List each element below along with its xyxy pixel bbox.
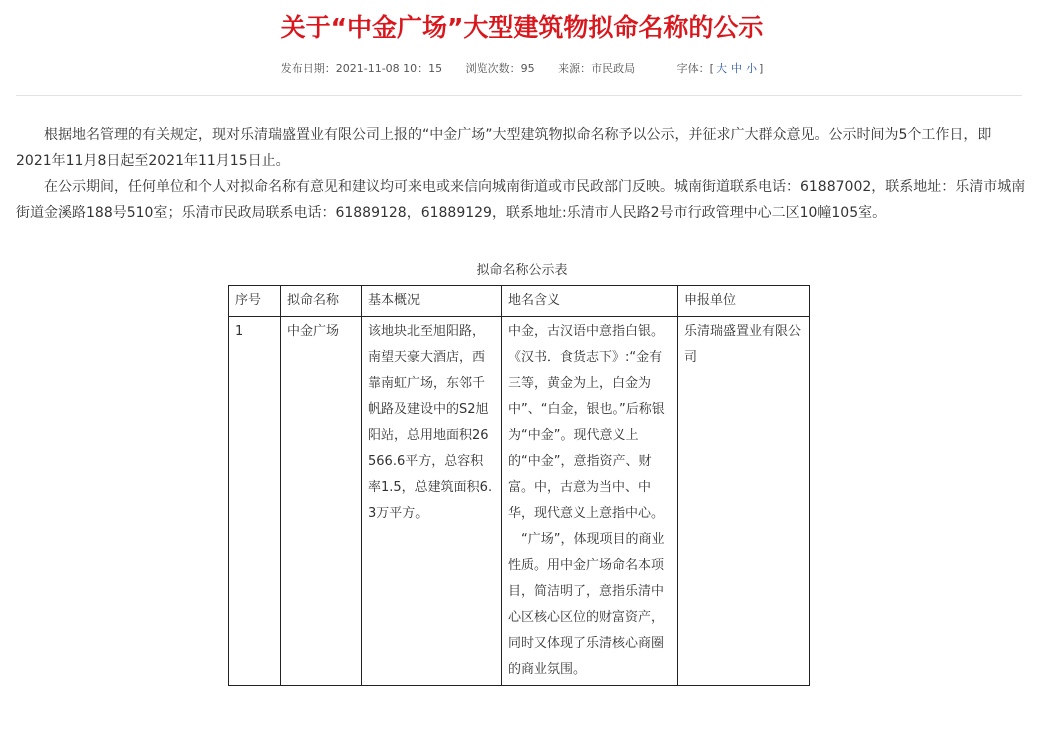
meaning-paragraph-2: “广场”，体现项目的商业性质。用中金广场命名本项目，简洁明了，意指乐清中心区核心区位的财富资产，同时又体现了乐清核心商圈的商业氛围。 (508, 532, 665, 677)
font-large-link[interactable]: 大 (715, 62, 727, 75)
source (558, 62, 635, 75)
font-small-link[interactable]: 小 (745, 62, 757, 75)
header-name: 拟命名称 (281, 286, 362, 317)
cell-name: 中金广场 (281, 317, 362, 686)
page-title: 关于“中金广场”大型建筑物拟命名称的公示 (280, 13, 764, 42)
source-value: 市民政局 (591, 62, 636, 75)
font-medium-link[interactable]: 中 (730, 62, 742, 75)
publish-date (281, 62, 442, 75)
font-size-control (677, 62, 764, 75)
publish-date-value: 2021-11-08 10：15 (335, 62, 443, 75)
view-count-value: 95 (520, 62, 535, 75)
source-label: 来源： (558, 62, 592, 75)
view-count-label: 浏览次数： (465, 62, 521, 75)
table-caption: 拟命名称公示表 (476, 263, 568, 278)
naming-table (228, 285, 810, 686)
font-size-label: 字体：[ (676, 62, 714, 75)
article-meta (0, 60, 1044, 78)
view-count (466, 62, 535, 75)
header-overview: 基本概况 (362, 286, 502, 317)
body-paragraph-2: 在公示期间，任何单位和个人对拟命名称有意见和建议均可来电或来信向城南街道或市民政部门反映。城南街道联系电话：61887002，联系地址：乐清市城南街道金溪路188号510室；乐清市民政局联系电话：61889128，61889129，联系地址:乐清市人民路2号市行政管理中心二区10幢105室。 (16, 179, 1026, 221)
cell-meaning (502, 317, 678, 686)
font-size-close: ] (758, 62, 764, 75)
cell-index: 1 (229, 317, 281, 686)
publish-date-label: 发布日期： (280, 62, 336, 75)
table-header-row (229, 286, 810, 317)
header-meaning: 地名含义 (502, 286, 678, 317)
body-paragraph-1: 根据地名管理的有关规定，现对乐清瑞盛置业有限公司上报的“中金广场”大型建筑物拟命名称予以公示，并征求广大群众意见。公示时间为5个工作日，即2021年11月8日起至2021年11月15日止。 (16, 127, 992, 169)
article-body (16, 122, 1026, 226)
table-row (229, 317, 810, 686)
header-applicant: 申报单位 (678, 286, 810, 317)
cell-overview: 该地块北至旭阳路，南望天豪大酒店，西靠南虹广场，东邻千帆路及建设中的S2旭阳站，总用地面积26566.6平方，总容积率1.5，总建筑面积6.3万平方。 (362, 317, 502, 686)
meaning-paragraph-1: 中金，古汉语中意指白银。《汉书．食货志下》:“金有三等，黄金为上，白金为中”、“白金，银也。”后称银为“中金”。现代意义上的“中金”，意指资产、财富。中，古意为当中、中华，现代意义上意指中心。 (508, 324, 665, 521)
cell-applicant: 乐清瑞盛置业有限公司 (678, 317, 810, 686)
divider (16, 95, 1022, 96)
header-index: 序号 (229, 286, 281, 317)
